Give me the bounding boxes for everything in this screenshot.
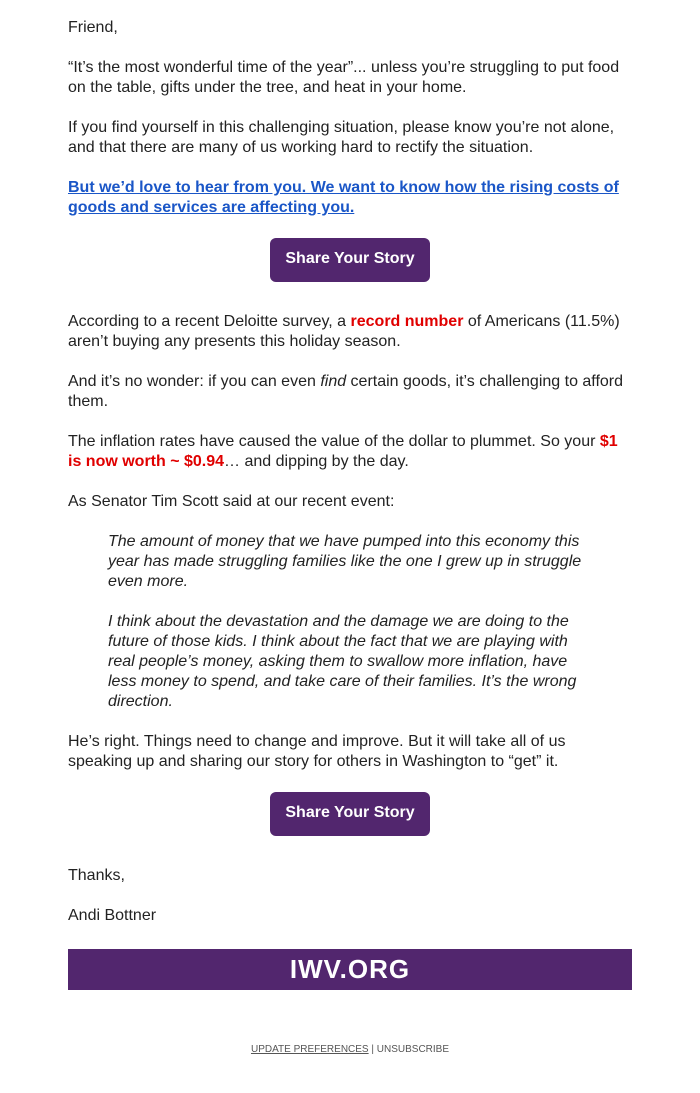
record-number-highlight: record number <box>350 313 464 330</box>
quote-paragraph-2: I think about the devastation and the damage we are doing to the future of those kids. I think about the fact that we are playing with real people’s money, asking them to swallow more inflation, have less money to spend, and take care of their families. It’s the wrong direction. <box>108 613 577 710</box>
footer <box>0 1044 700 1056</box>
update-preferences-link[interactable]: UPDATE PREFERENCES <box>250 1044 369 1055</box>
goods-paragraph: And it’s no wonder: if you can even find certain goods, it’s challenging to afford them. <box>68 373 624 410</box>
senator-quote <box>108 532 588 712</box>
intro-paragraph: “It’s the most wonderful time of the year”... unless you’re struggling to put food on the table, gifts under the tree, and heat in your home. <box>68 59 620 96</box>
find-emphasis: find <box>320 373 347 390</box>
share-story-button-bottom[interactable]: Share Your Story <box>270 792 429 836</box>
survey-paragraph: According to a recent Deloitte survey, a record number of Americans (11.5%) aren’t buying any presents this holiday season. <box>68 313 620 350</box>
senator-intro-paragraph: As Senator Tim Scott said at our recent event: <box>68 493 395 510</box>
situation-paragraph: If you find yourself in this challenging situation, please know you’re not alone, and that there are many of us working hard to rectify the situation. <box>68 119 615 156</box>
signoff: Thanks, <box>68 867 125 884</box>
closing-paragraph: He’s right. Things need to change and improve. But it will take all of us speaking up and sharing our story for others in Washington to “get” it. <box>68 733 566 770</box>
dollar-value-highlight: $1 is now worth ~ $0.94 <box>68 433 618 470</box>
footer-separator: | <box>368 1044 377 1055</box>
signature: Andi Bottner <box>68 907 157 924</box>
quote-paragraph-1: The amount of money that we have pumped into this economy this year has made struggling families like the one I grew up in struggle even more. <box>108 533 582 590</box>
email-body <box>68 18 632 946</box>
iwv-banner[interactable]: IWV.ORG <box>68 949 632 990</box>
button-container-top <box>68 238 632 282</box>
hear-from-you-link[interactable]: But we’d love to hear from you. We want to know how the rising costs of goods and services are affecting you. <box>68 179 619 216</box>
button-container-bottom <box>68 792 632 836</box>
share-story-button[interactable]: Share Your Story <box>270 238 429 282</box>
cta-paragraph <box>68 178 632 218</box>
inflation-paragraph: The inflation rates have caused the value of the dollar to plummet. So your $1 is now worth ~ $0.94… and dipping by the day. <box>68 433 618 470</box>
unsubscribe-link[interactable]: UNSUBSCRIBE <box>376 1044 450 1055</box>
greeting: Friend, <box>68 19 118 36</box>
